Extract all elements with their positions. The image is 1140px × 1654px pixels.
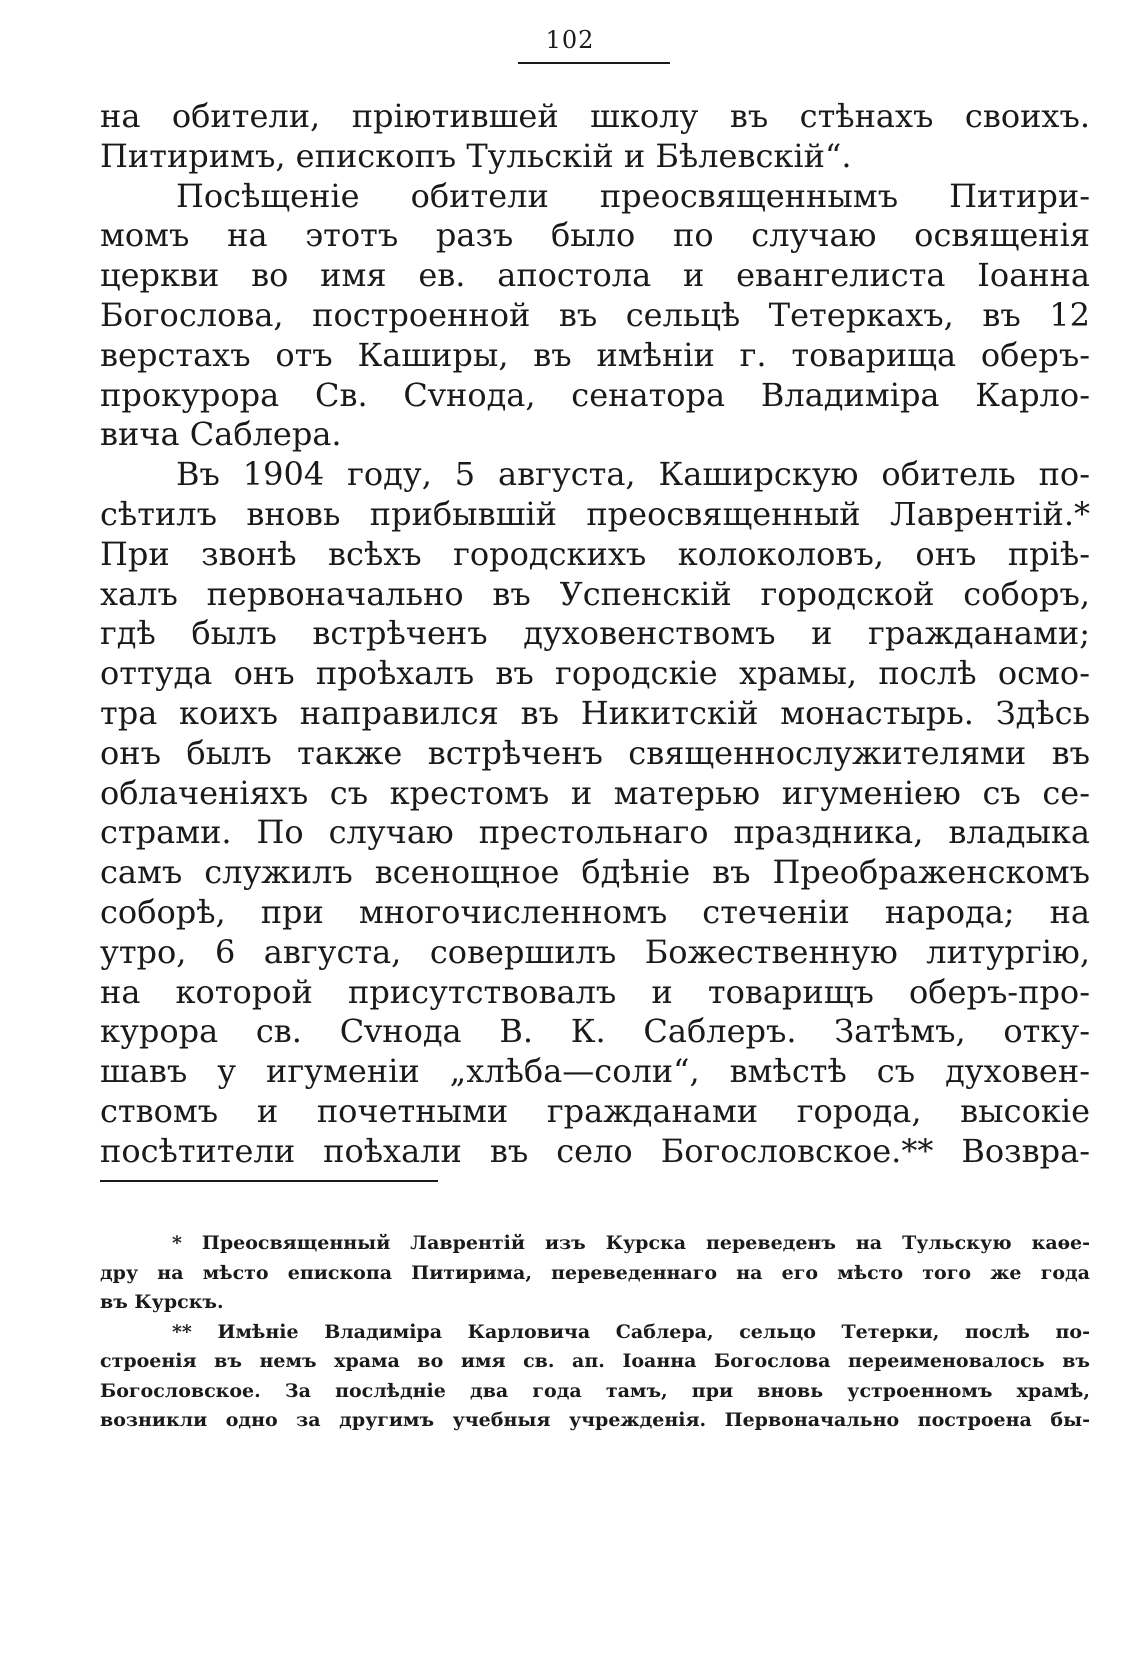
text-line: ствомъ и почетными гражданами города, высокіе: [100, 1091, 1090, 1130]
footnotes: [100, 1229, 1090, 1436]
footnote-line: возникли одно за другимъ учебныя учрежденія. Первоначально построена бы-: [100, 1409, 1090, 1431]
text-line: на которой присутствовалъ и товарищъ оберъ-про-: [100, 972, 1090, 1011]
text-line: верстахъ отъ Каширы, въ имѣніи г. товарища оберъ-: [100, 335, 1090, 374]
text-line: утро, 6 августа, совершилъ Божественную литургію,: [100, 932, 1090, 971]
text-line: на обители, пріютившей школу въ стѣнахъ своихъ.: [100, 97, 1090, 135]
text-line: соборѣ, при многочисленномъ стеченіи народа; на: [100, 892, 1090, 931]
text-line: тра коихъ направился въ Никитскій монастырь. Здѣсь: [100, 693, 1090, 732]
footnote-line: Богословское. За послѣдніе два года тамъ, при вновь устроенномъ храмѣ,: [100, 1379, 1090, 1402]
text-line: При звонѣ всѣхъ городскихъ колоколовъ, онъ пріѣ-: [100, 534, 1090, 573]
text-line: страми. По случаю престольнаго праздника, владыка: [100, 813, 1090, 852]
text-line: онъ былъ также встрѣченъ священнослужителями въ: [100, 733, 1090, 772]
footnote-line: * Преосвященный Лаврентій изъ Курска переведенъ на Тульскую каѳе-: [172, 1232, 1090, 1254]
text-line: Въ 1904 году, 5 августа, Каширскую обитель по-: [176, 455, 1090, 494]
text-line: вича Саблера.: [100, 415, 342, 454]
text-line: шавъ у игуменіи „хлѣба—соли“, вмѣстѣ съ духовен-: [100, 1052, 1090, 1091]
footnote-line: въ Курскъ.: [100, 1291, 224, 1313]
text-line: Посѣщеніе обители преосвященнымъ Питири-: [176, 176, 1090, 215]
page-number-rule: [518, 62, 670, 64]
text-line: Богослова, построенной въ сельцѣ Тетеркахъ, въ 12: [100, 295, 1090, 334]
text-line: момъ на этотъ разъ было по случаю освященія: [100, 216, 1090, 255]
footnote-line: ** Имѣніе Владиміра Карловича Саблера, сельцо Тетерки, послѣ по-: [172, 1320, 1090, 1343]
text-line: гдѣ былъ встрѣченъ духовенствомъ и гражданами;: [100, 614, 1090, 653]
text-line: посѣтители поѣхали въ село Богословское.** Возвра-: [100, 1131, 1090, 1170]
footnote-line: дру на мѣсто епископа Питирима, переведеннаго на его мѣсто того же года: [100, 1261, 1090, 1284]
page-number: 102: [545, 26, 595, 54]
text-line: прокурора Св. Сvнода, сенатора Владиміра Карло-: [100, 375, 1090, 414]
text-line: Питиримъ, епископъ Тульскій и Бѣлевскій“.: [100, 136, 852, 175]
text-line: сѣтилъ вновь прибывшій преосвященный Лаврентій.*: [100, 494, 1090, 533]
footnote-separator: [100, 1180, 438, 1182]
text-line: оттуда онъ проѣхалъ въ городскіе храмы, послѣ осмо-: [100, 654, 1090, 693]
text-line: халъ первоначально въ Успенскій городской соборъ,: [100, 574, 1090, 613]
text-line: самъ служилъ всенощное бдѣніе въ Преображенскомъ: [100, 853, 1090, 892]
text-line: облаченіяхъ съ крестомъ и матерью игуменіею съ се-: [100, 773, 1090, 812]
main-text: [100, 97, 1090, 1172]
footnote-line: строенія въ немъ храма во имя св. ап. Іоанна Богослова переименовалось въ: [100, 1350, 1090, 1372]
text-line: курора св. Сvнода В. К. Саблеръ. Затѣмъ, отку-: [100, 1012, 1090, 1051]
text-line: церкви во имя ев. апостола и евангелиста Іоанна: [100, 256, 1090, 295]
